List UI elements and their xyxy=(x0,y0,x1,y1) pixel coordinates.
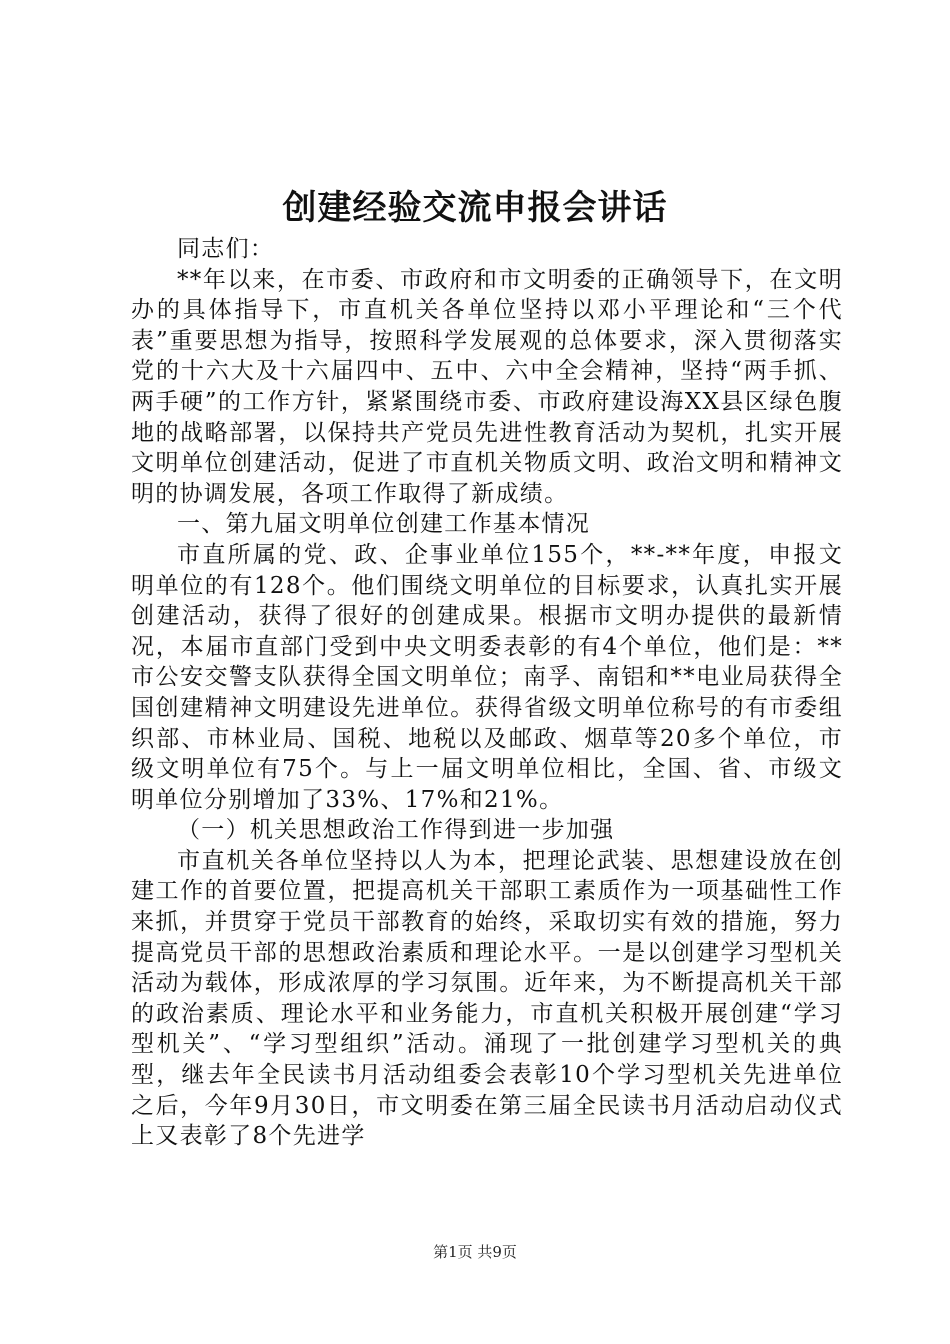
document-title: 创建经验交流申报会讲话 xyxy=(282,188,668,228)
body-paragraph: 市直所属的党、政、企事业单位155个，**-**年度，申报文明单位的有128个。他们围绕文明单位的目标要求，认真扎实开展创建活动，获得了很好的创建成果。根据市文明办提供的最新情况，本届市直部门受到中央文明委表彰的有4个单位，他们是：**市公安交警支队获得全国文明单位；南孚、南铝和**电业局获得全国创建精神文明建设先进单位。获得省级文明单位称号的有市委组织部、市林业局、国税、地税以及邮政、烟草等20多个单位，市级文明单位有75个。与上一届文明单位相比，全国、省、市级文明单位分别增加了33%、17%和21%。 xyxy=(131,541,843,813)
salutation: 同志们： xyxy=(177,236,275,262)
body-paragraph: 市直机关各单位坚持以人为本，把理论武装、思想建设放在创建工作的首要位置，把提高机关干部职工素质作为一项基础性工作来抓，并贯穿于党员干部教育的始终，采取切实有效的措施，努力提高党员干部的思想政治素质和理论水平。一是以创建学习型机关活动为载体，形成浓厚的学习氛围。近年来，为不断提高机关干部的政治素质、理论水平和业务能力，市直机关积极开展创建“学习型机关”、“学习型组织”活动。涌现了一批创建学习型机关的典型，继去年全民读书月活动组委会表彰10个学习型机关先进单位之后，今年9月30日，市文明委在第三届全民读书月活动启动仪式上又表彰了8个先进学 xyxy=(131,847,843,1150)
page-number-footer: 第1页 共9页 xyxy=(433,1243,517,1261)
intro-paragraph: **年以来，在市委、市政府和市文明委的正确领导下，在文明办的具体指导下，市直机关各单位坚持以邓小平理论和“三个代表”重要思想为指导，按照科学发展观的总体要求，深入贯彻落实党的十六大及十六届四中、五中、六中全会精神，坚持“两手抓、两手硬”的工作方针，紧紧围绕市委、市政府建设海XX县区绿色腹地的战略部署，以保持共产党员先进性教育活动为契机，扎实开展文明单位创建活动，促进了市直机关物质文明、政治文明和精神文明的协调发展，各项工作取得了新成绩。 xyxy=(131,266,843,507)
section-heading: 一、第九届文明单位创建工作基本情况 xyxy=(177,511,591,538)
subsection-heading: （一）机关思想政治工作得到进一步加强 xyxy=(177,817,615,844)
document-body xyxy=(131,234,843,1152)
